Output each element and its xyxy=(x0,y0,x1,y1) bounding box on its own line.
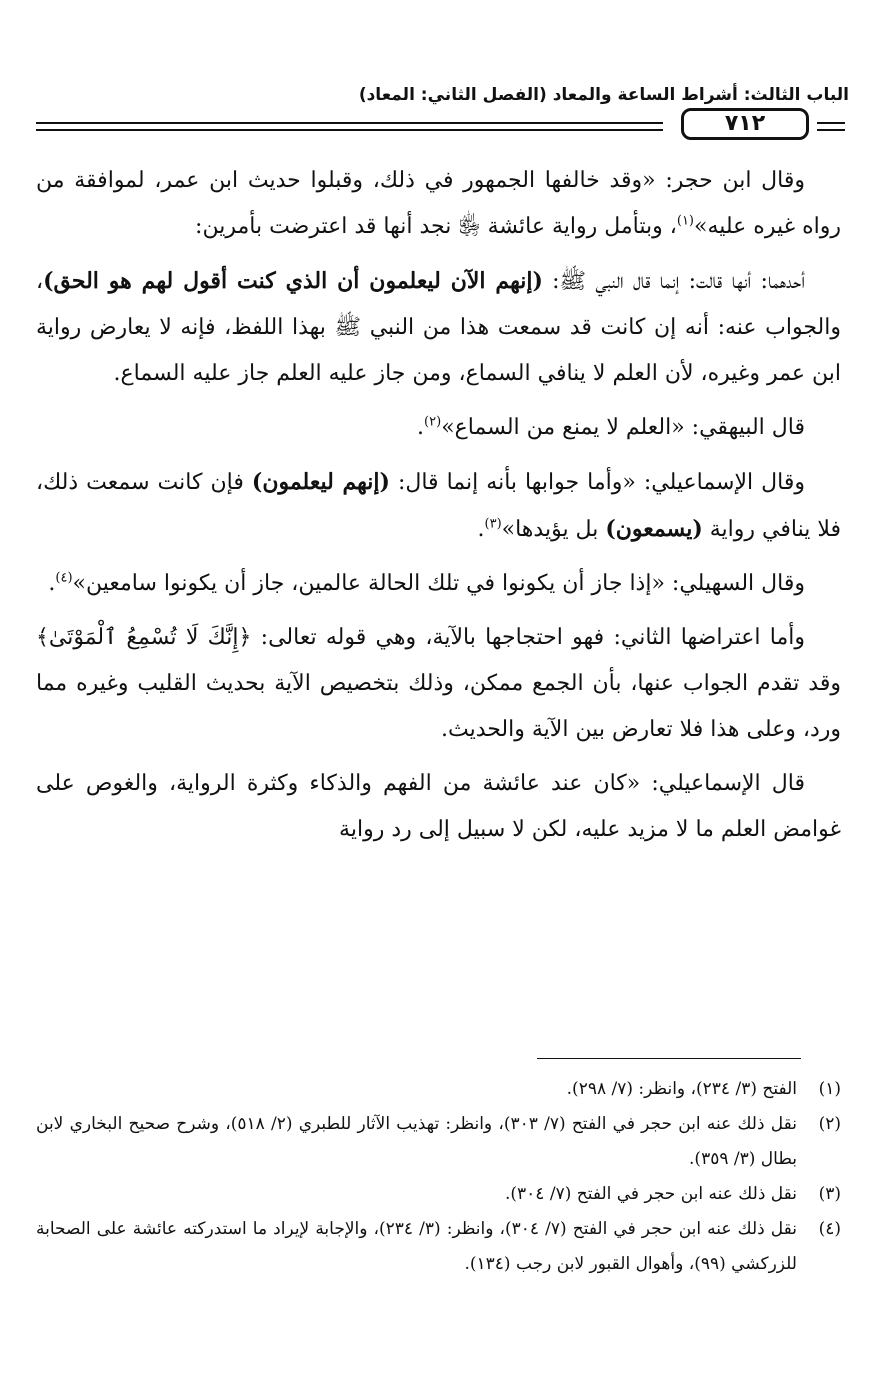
running-header: الباب الثالث: أشراط الساعة والمعاد (الفصل الثاني: المعاد) xyxy=(358,85,849,105)
footnote-number: (٤) xyxy=(818,1219,841,1239)
footnote-1 xyxy=(36,1072,841,1107)
footnote-2 xyxy=(36,1107,841,1177)
paragraph-3: قال البيهقي: «العلم لا يمنع من السماع»$^{(٢)}$. xyxy=(417,414,805,440)
paragraph-7: قال الإسماعيلي: «كان عند عائشة من الفهم والذكاء وكثرة الرواية، والغوص على غوامض العلم ما لا مزيد عليه، لكن لا سبيل إلى رد رواية xyxy=(36,771,841,842)
quran-verse: ﴿إِنَّكَ لَا تُسْمِعُ ٱلْمَوْتَىٰ﴾ xyxy=(36,625,252,650)
hadith-phrase-bold-1: (إنهم ليعلمون) xyxy=(251,469,390,495)
paragraph-4: وقال الإسماعيلي: «وأما جوابها بأنه إنما قال: (إنهم ليعلمون) فإن كانت سمعت ذلك، فلا ينافي رواية (يسمعون) بل يؤيدها»$^{(٣)}$. xyxy=(36,469,841,542)
footnote-ref-2[interactable]: (٢) xyxy=(424,414,442,430)
footnote-text: الفتح (٣/ ٢٣٤)، وانظر: (٧/ ٢٩٨). xyxy=(566,1079,797,1099)
paragraph-1: وقال ابن حجر: «وقد خالفها الجمهور في ذلك، وقبلوا حديث ابن عمر، لموافقة من رواه غيره عليه»$^{(١)}$، وبتأمل رواية عائشة ﵂ نجد أنها قد اعترضت بأمرين: xyxy=(36,168,841,239)
footnote-text: نقل ذلك عنه ابن حجر في الفتح (٧/ ٣٠٤). xyxy=(504,1184,797,1204)
footnote-ref-3[interactable]: (٣) xyxy=(484,516,502,532)
footnote-text: نقل ذلك عنه ابن حجر في الفتح (٧/ ٣٠٣)، وانظر: تهذيب الآثار للطبري (٢/ ٥١٨)، وشرح صحيح البخاري لابن بطال (٣/ ٣٥٩). xyxy=(36,1114,797,1169)
footnote-number: (٢) xyxy=(818,1114,841,1134)
footnote-number: (١) xyxy=(818,1079,841,1099)
double-rule-right xyxy=(817,122,845,131)
footnote-ref-1[interactable]: (١) xyxy=(676,213,694,229)
paragraph-2: أحدهما: أنها قالت: إنما قال النبي ﷺ: (إنهم الآن ليعلمون أن الذي كنت أقول لهم هو الحق)، والجواب عنه: أنه إن كانت قد سمعت هذا من النبي ﷺ بهذا اللفظ، فإنه لا يعارض رواية ابن عمر وغيره، لأن العلم لا ينافي السماع، ومن جاز عليه العلم جاز عليه السماع. xyxy=(36,268,841,386)
paragraph-5: وقال السهيلي: «إذا جاز أن يكونوا في تلك الحالة عالمين، جاز أن يكونوا سامعين»$^{(٤)}$. xyxy=(48,570,805,596)
footnote-divider xyxy=(537,1058,801,1059)
footnote-text: نقل ذلك عنه ابن حجر في الفتح (٧/ ٣٠٤)، وانظر: (٣/ ٢٣٤)، والإجابة لإيراد ما استدركته عائشة على الصحابة للزركشي (٩٩)، وأهوال القبور لابن رجب (١٣٤). xyxy=(36,1219,797,1274)
double-rule-left xyxy=(36,122,663,131)
paragraph-6: وأما اعتراضها الثاني: فهو احتجاجها بالآية، وهي قوله تعالى: ﴿إِنَّكَ لَا تُسْمِعُ ٱلْمَوْتَىٰ﴾ وقد تقدم الجواب عنها، بأن الجمع ممكن، وذلك بتخصيص الآية بحديث القليب وغيره مما ورد، وعلى هذا فلا تعارض بين الآية والحديث. xyxy=(36,625,841,742)
header-rule xyxy=(36,108,845,148)
footnote-4 xyxy=(36,1212,841,1282)
footnote-ref-4[interactable]: (٤) xyxy=(55,570,73,586)
footnote-number: (٣) xyxy=(818,1184,841,1204)
main-text xyxy=(36,158,841,861)
page-number: ٧١٢ xyxy=(681,108,809,140)
hadith-phrase-bold-2: (يسمعون) xyxy=(605,516,703,542)
footnotes xyxy=(36,1072,841,1282)
footnote-3 xyxy=(36,1177,841,1212)
hadith-quote-bold: (إنهم الآن ليعلمون أن الذي كنت أقول لهم هو الحق) xyxy=(43,268,543,294)
